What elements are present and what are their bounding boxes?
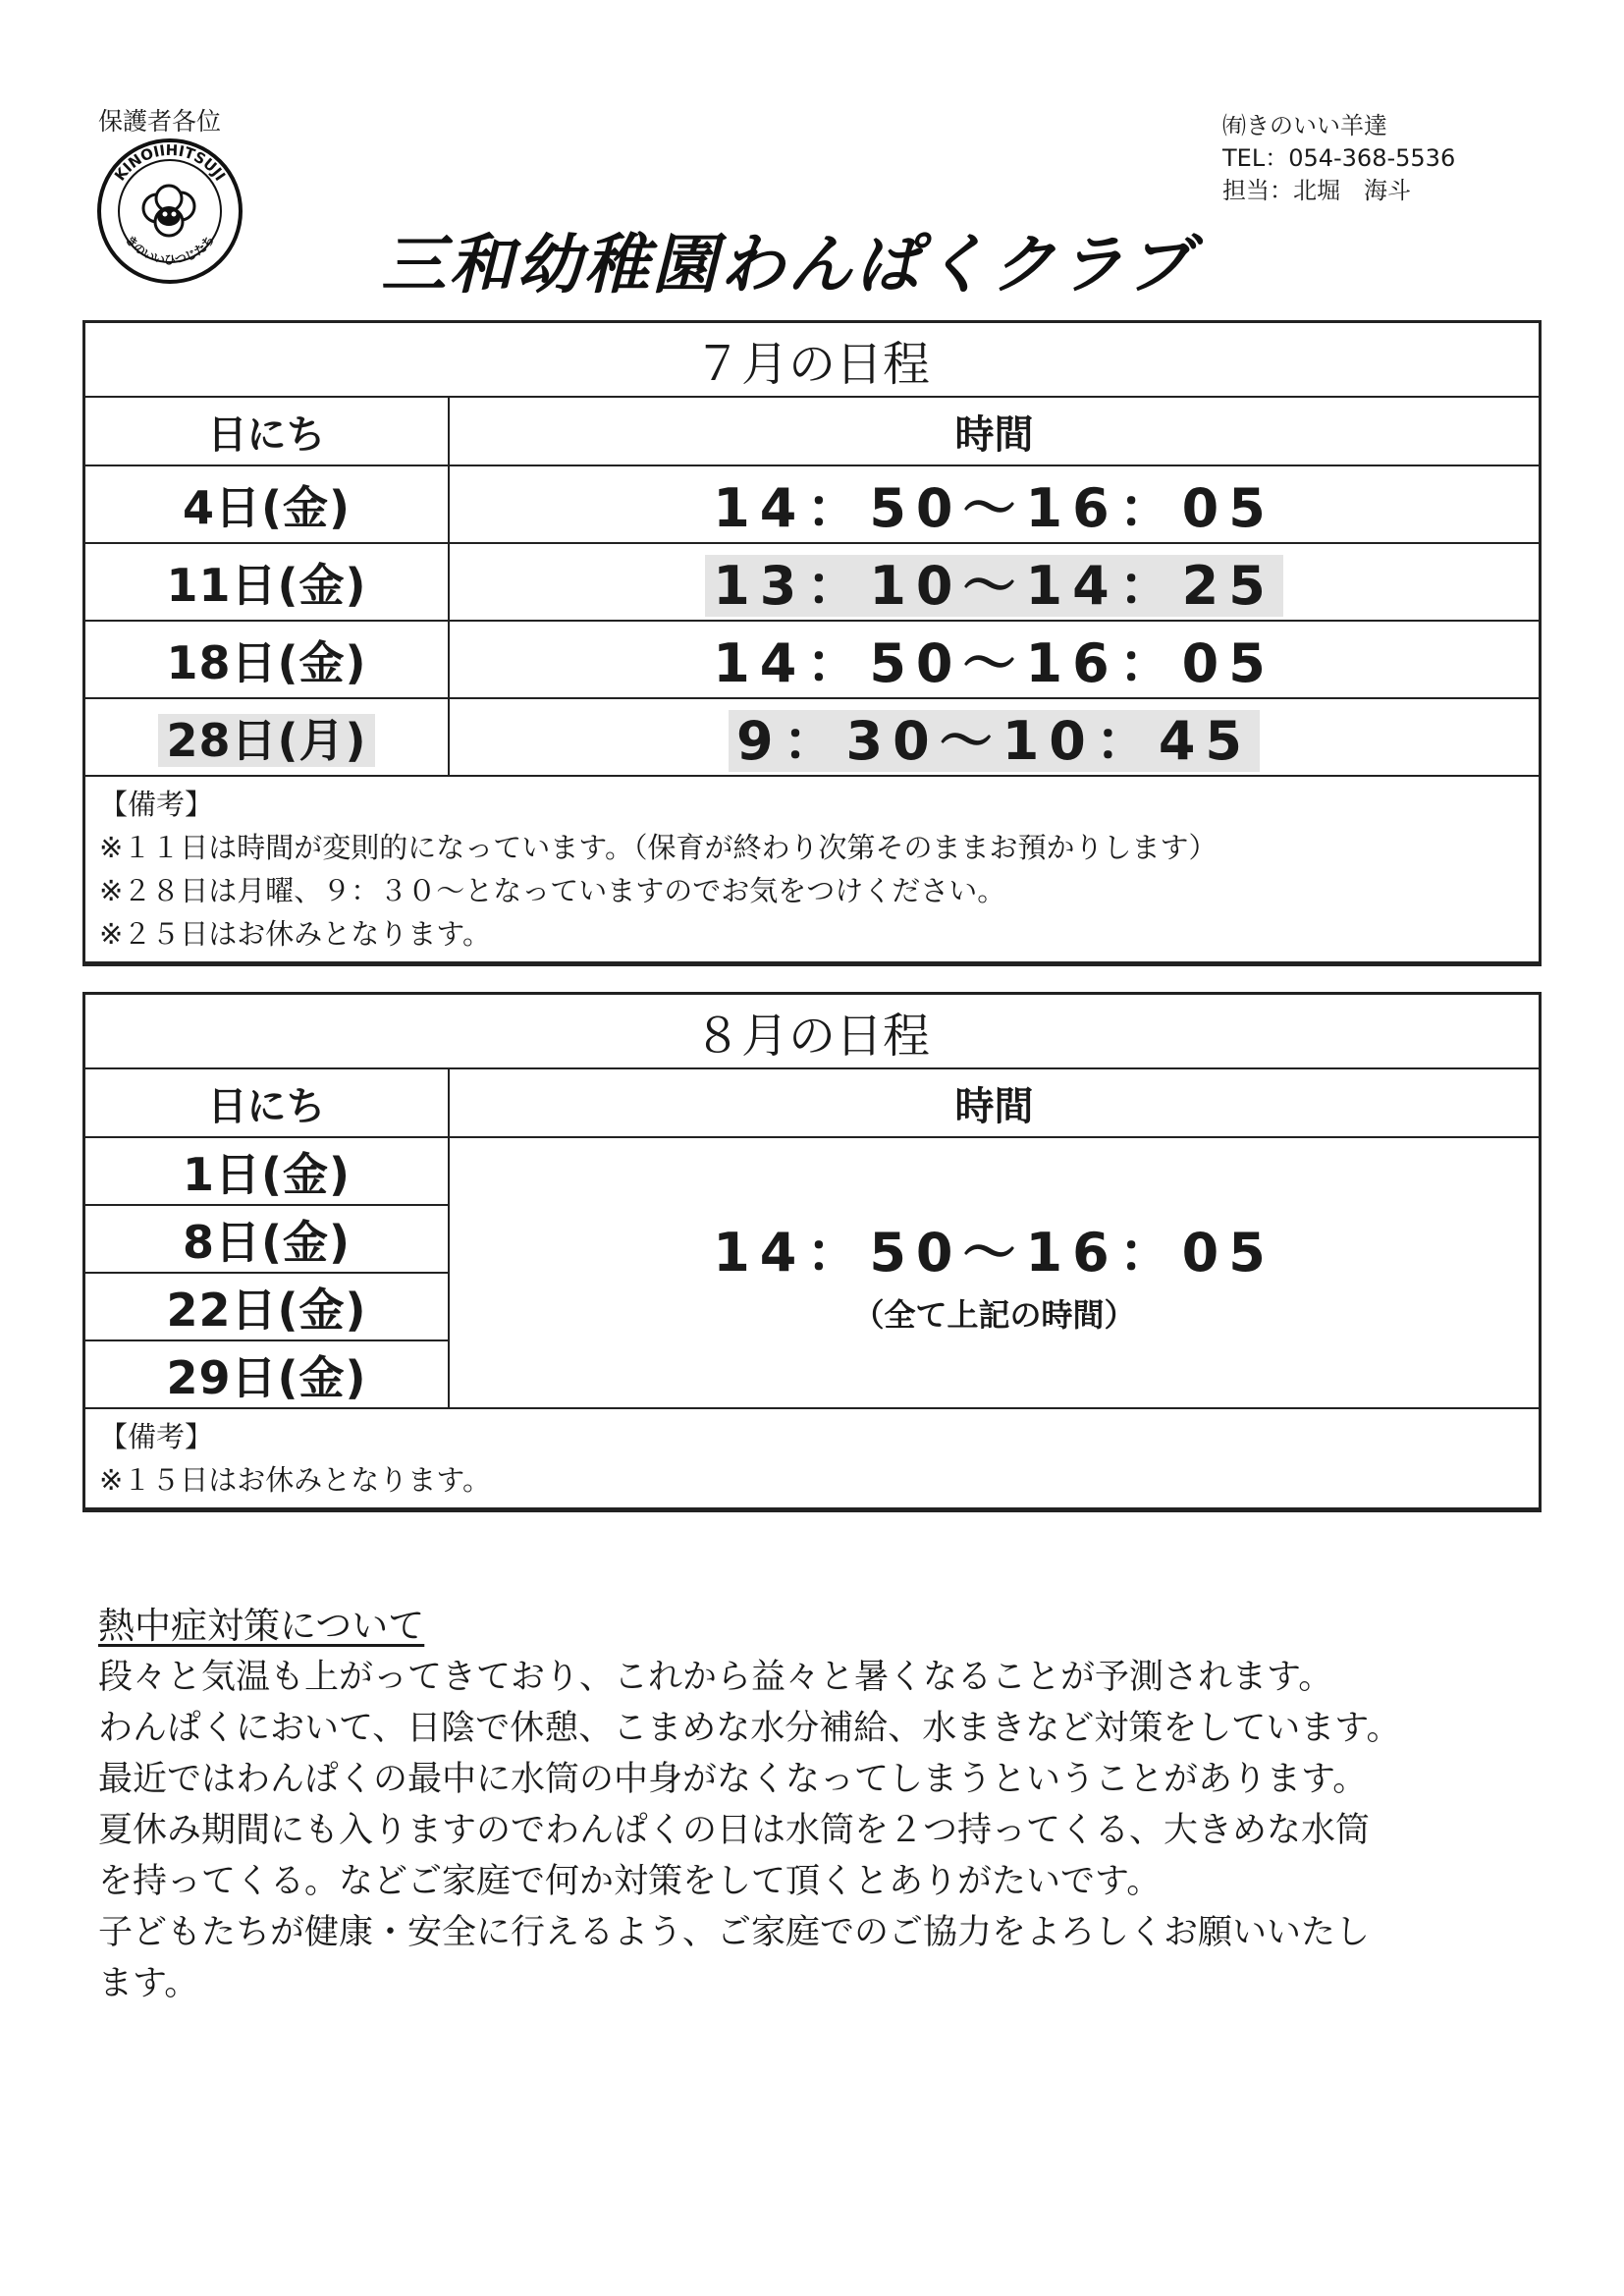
date-cell: 8日(金) [182,1215,352,1269]
date-column-header: 日にち [85,397,449,465]
paragraph-line: 最近ではわんぱくの最中に水筒の中身がなくなってしまうということがあります。 [98,1760,1368,1799]
paragraph-line: 段々と気温も上がってきており、これから益々と暑くなることが予測されます。 [98,1658,1333,1697]
svg-text:KINOIIHITSUJI: KINOIIHITSUJI [110,140,230,185]
merged-time-cell [449,1137,1539,1408]
sender-company: ㈲きのいい羊達 [1222,112,1387,139]
page-title: 三和幼稚園わんぱくクラブ [381,227,1194,302]
date-cell: 29日(金) [166,1350,367,1404]
time-note: （全て上記の時間） [852,1295,1136,1334]
paragraph-line: 夏休み期間にも入りますのでわんぱくの日は水筒を２つ持ってくる、大きめな水筒 [98,1811,1371,1850]
time-column-header: 時間 [449,1068,1539,1137]
date-cell-highlighted: 28日(月) [158,714,374,767]
table-row [85,698,1539,776]
paragraph-line: を持ってくる。などご家庭で何か対策をして頂くとありがたいです。 [98,1862,1162,1901]
august-schedule [82,992,1542,1512]
table-row [85,465,1539,543]
july-notes [85,776,1539,962]
notes-label: 【備考】 [99,788,214,821]
date-cell: 22日(金) [166,1283,367,1337]
notes-label: 【備考】 [99,1420,214,1453]
note-line: ※２８日は月曜、９：３０～となっていますのでお気をつけください。 [99,874,1006,907]
paragraph-line: ます。 [98,1964,199,2003]
svg-text:きのいいひつじたち: きのいいひつじたち [122,233,218,267]
august-heading: ８月の日程 [85,995,1539,1068]
paragraph-line: わんぱくにおいて、日陰で休憩、こまめな水分補給、水まきなど対策をしています。 [98,1709,1401,1748]
heatstroke-section [98,1601,1551,2009]
time-cell-highlighted: 9：30～10：45 [729,710,1260,772]
date-column-header: 日にち [85,1068,449,1137]
recipient: 保護者各位 [98,107,222,136]
august-notes [85,1408,1539,1508]
july-heading: ７月の日程 [85,323,1539,397]
table-row [85,621,1539,698]
note-line: ※１５日はお休みとなります。 [99,1463,491,1497]
time-cell-highlighted: 13：10～14：25 [705,555,1283,617]
paragraph-line: 子どもたちが健康・安全に行えるよう、ご家庭でのご協力をよろしくお願いいたし [98,1913,1371,1952]
sender-info [1222,110,1455,207]
time-column-header: 時間 [449,397,1539,465]
july-schedule [82,320,1542,966]
sender-person: 担当：北堀 海斗 [1222,177,1411,204]
time-cell: 14：50～16：05 [713,1221,1275,1284]
date-cell: 11日(金) [166,558,367,612]
sender-tel: TEL：054-368-5536 [1222,144,1456,172]
date-cell: 18日(金) [166,635,367,689]
time-cell: 14：50～16：05 [713,632,1275,694]
time-cell: 14：50～16：05 [713,477,1275,539]
section-heading: 熱中症対策について [98,1605,425,1647]
table-row [85,543,1539,621]
table-row [85,1137,1539,1205]
note-line: ※２５日はお休みとなります。 [99,917,491,951]
date-cell: 4日(金) [182,480,352,534]
note-line: ※１１日は時間が変則的になっています。（保育が終わり次第そのままお預かりします） [99,831,1218,864]
date-cell: 1日(金) [182,1147,352,1201]
sheep-seal-logo [96,137,244,285]
